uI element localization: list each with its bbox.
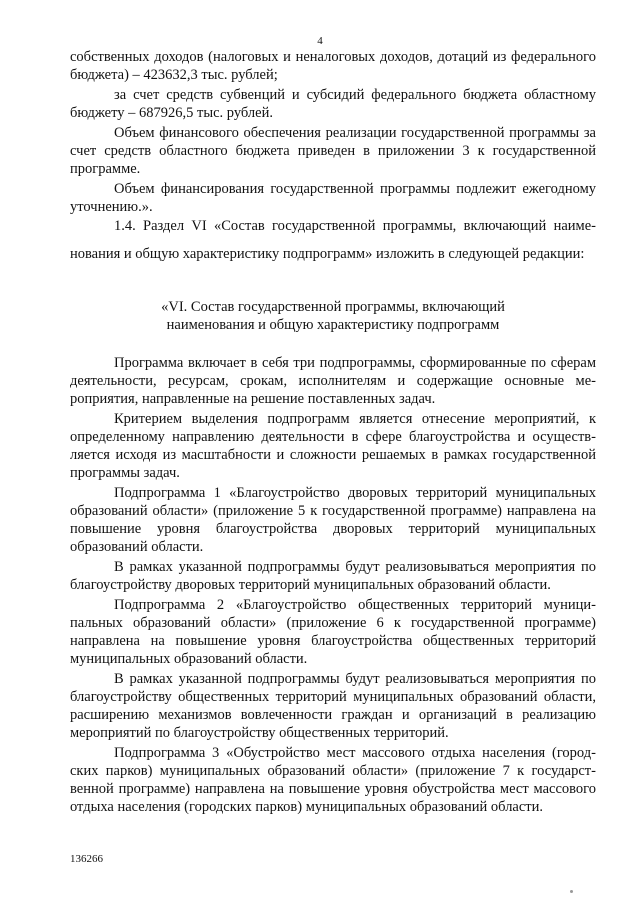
paragraph: Критерием выделения подпрограмм является отнесение мероприятий, к определенному направлению деятельности в сфере благоустройства и осуществляется исходя из масштабности и сложности решаемых в рамках государственной программы задач. xyxy=(70,411,596,481)
section-intro xyxy=(70,212,596,270)
section-heading-line: «VI. Состав государственной программы, включающий xyxy=(161,299,505,315)
paragraph: Подпрограмма 2 «Благоустройство общественных территорий муниципальных образований области» (приложение 6 к государственной программе) направлена на повышение уровня благоустройства общественных территорий муниципальных образований области. xyxy=(70,597,596,667)
paragraph: Объем финансового обеспечения реализации государственной программы за счет средств областного бюджета приведен в приложении 3 к государственной программе. xyxy=(70,125,596,177)
section-heading xyxy=(70,298,596,334)
paragraph: Подпрограмма 1 «Благоустройство дворовых территорий муниципальных образований области» (приложение 5 к государственной программе) направлена на повышение уровня благоустройства дворовых территорий муниципальных образований области. xyxy=(70,485,596,555)
paragraph: В рамках указанной подпрограммы будут реализовываться мероприятия по благоустройству дворовых территорий муниципальных образований области. xyxy=(70,559,596,593)
program-paragraphs xyxy=(70,354,596,818)
paragraph: Подпрограмма 3 «Обустройство мест массового отдыха населения (городских парков) муниципальных образований области» (приложение 7 к государственной программе) направлена на повышение уровня обустройства мест массового отдыха населения (городских парков) муниципальных образований области. xyxy=(70,745,596,815)
section-heading-line: наименования и общую характеристику подпрограмм xyxy=(166,317,500,333)
scan-mark xyxy=(570,890,573,893)
page-number: 4 xyxy=(317,35,323,47)
paragraph: В рамках указанной подпрограммы будут реализовываться мероприятия по благоустройству общественных территорий муниципальных образований области, расширению механизмов вовлеченности граждан и организаций в реализацию мероприятий по благоустройству общественных территорий. xyxy=(70,671,596,741)
paragraph: Программа включает в себя три подпрограммы, сформированные по сферам деятельности, ресурсам, срокам, исполнителям и содержащие основные мероприятия, направленные на решение поставленных задач. xyxy=(70,355,596,407)
paragraph: 1.4. Раздел VI «Состав государственной программы, включающий наименования и общую характеристику подпрограмм» изложить в следующей редакции: xyxy=(70,218,596,262)
paragraph: собственных доходов (налоговых и неналоговых доходов, дотаций из федерального бюджета) – 423632,3 тыс. рублей; xyxy=(70,49,596,83)
paragraph: за счет средств субвенций и субсидий федерального бюджета областному бюджету – 687926,5 тыс. рублей. xyxy=(70,87,596,121)
document-code: 136266 xyxy=(70,853,103,865)
paragraph: Объем финансирования государственной программы подлежит ежегодному уточнению.». xyxy=(70,181,596,215)
financing-paragraphs xyxy=(70,48,596,218)
